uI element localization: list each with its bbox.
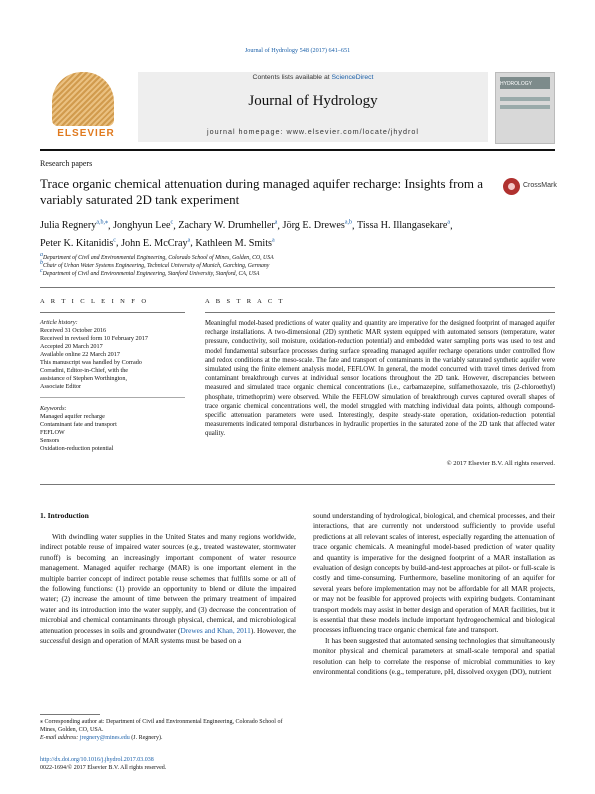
history-line: assistance of Stephen Worthington, (40, 375, 128, 382)
email-note: E-mail address: jregnery@mines.edu (J. Regnery). (40, 735, 163, 741)
citation-link[interactable]: Drewes and Khan, 2011 (180, 625, 251, 635)
article-title: Trace organic chemical attenuation during managed aquifer recharge: Insights from a variably saturated 2D tank experiment (40, 176, 484, 207)
history-label: Article history: (40, 319, 78, 326)
history-line: Received 31 October 2016 (40, 327, 107, 334)
article-info-heading: A R T I C L E I N F O (40, 298, 149, 305)
cover-title: HYDROLOGY (500, 81, 532, 87)
author-list: Julia Regnery$^{a,b,⁎}$, Jonghyun Lee$^c$, Zachary W. Drumheller$^a$, Jörg E. Drewes$^{a,b}$, Tissa H. Illangasekare$^a$, Peter K. Kitanidis$^c$, John E. McCray$^a$, Kathleen M. Smits$^a$ (40, 220, 453, 249)
author[interactable]: Jonghyun Lee$^c$ (113, 220, 174, 232)
keyword: Oxidation-reduction potential (40, 445, 114, 452)
keywords-label: Keywords: (40, 405, 67, 412)
homepage-link[interactable]: www.elsevier.com/locate/jhydrol (286, 127, 419, 136)
author[interactable]: Zachary W. Drumheller$^a$ (178, 220, 278, 232)
info-divider (40, 312, 185, 313)
publisher-logo (40, 72, 132, 142)
contents-line (138, 74, 488, 81)
author[interactable]: John E. McCray$^a$ (121, 237, 191, 249)
affiliation: $^a$Department of Civil and Environmental Engineering, Colorado School of Mines, Golden, CO, USA (40, 252, 274, 261)
doi-link[interactable]: http://dx.doi.org/10.1016/j.jhydrol.2017.03.038 (40, 757, 154, 763)
section-type: Research papers (40, 159, 93, 168)
history-line: Associate Editor (40, 383, 82, 390)
affiliation: $^b$Chair of Urban Water Systems Engineering, Technical University of Munich, Garching, Germany (40, 260, 270, 269)
author[interactable]: Tissa H. Illangasekare$^a$ (356, 220, 451, 232)
keyword: Sensors (40, 437, 60, 444)
section-divider (40, 287, 555, 288)
cover-stripe (500, 97, 550, 101)
history-line: Received in revised form 10 February 2017 (40, 335, 148, 342)
info-divider (40, 397, 185, 398)
crossmark-label: CrossMark (523, 182, 557, 189)
crossmark-badge[interactable] (503, 176, 555, 198)
sciencedirect-link[interactable]: ScienceDirect (331, 74, 374, 81)
history-line: Accepted 20 March 2017 (40, 343, 103, 350)
author[interactable]: Kathleen M. Smits$^a$ (195, 237, 275, 249)
keyword: FEFLOW (40, 429, 65, 436)
abstract-text: Meaningful model-based predictions of water quality and quantity are imperative for the designed footprint of managed aquifer recharge installations. A two-dimensional (2D) synthetic MAR system equipped with automated sensors (temperature, water pressure, conductivity, soil moisture, oxidation-reduction potential) and embedded water sampling ports was used to test and model fundamental subsurface processes during surface spreading managed aquifer recharge operations under controlled flow and redox conditions at the meso-scale. The fate and transport of contaminants in the variably saturated synthetic aquifer were simulated using the finite element analysis model, FEFLOW. In general, the model concurred with travel times derived from contaminant breakthrough curves at individual sensor locations throughout the 2D tank. However, discrepancies between measured and simulated trace organic chemical concentrations (i.e., carbamazepine, sulfamethoxazole, tris (2-chloroethyl) phosphate, trimethoprim) were observed. While the FEFLOW simulation of breakthrough curves captured overall shapes of trace organic chemical concentrations well, the model struggled with matching individual data points, although compound-specific attenuation parameters were used. Interestingly, despite steady-state operation, oxidation-reduction potential measurements indicated temporal disturbances in hydraulic properties in the saturated zone of the 2D tank that affected water quality. (205, 320, 555, 438)
section-divider (40, 484, 555, 485)
contents-prefix: Contents lists available at (252, 74, 332, 81)
author[interactable]: Peter K. Kitanidis$^c$ (40, 237, 116, 249)
keywords (40, 405, 180, 453)
publisher-name: ELSEVIER (57, 128, 115, 139)
masthead-rule (40, 149, 555, 151)
section-heading: 1. Introduction (40, 511, 89, 520)
abstract-heading: A B S T R A C T (205, 298, 285, 305)
intro-paragraph: It has been suggested that automated sensing technologies that simultaneously monitor physical and chemical parameters at small-scale temporal and spatial resolution can help to correlate the response of microbial communities to key environmental conditions (e.g., temperature, pH, dissolved oxygen (DO), nutrient (313, 635, 555, 677)
corresponding-author-note: ⁎ Corresponding author at: Department of Civil and Environmental Engineering, Colorado School of Mines, Golden, CO, USA. (40, 719, 283, 733)
journal-homepage (138, 127, 488, 136)
footnote-divider (40, 714, 100, 715)
journal-title: Journal of Hydrology (248, 93, 378, 109)
article-identifiers (40, 756, 296, 772)
email-link[interactable]: jregnery@mines.edu (79, 735, 130, 741)
crossmark-icon (503, 178, 520, 195)
abstract-divider (205, 312, 555, 313)
intro-paragraph: With dwindling water supplies in the United States and many regions worldwide, indirect potable reuse of impaired water sources (e.g., treated wastewater, stormwater runoff) is becoming an increasingly important component of water resource management. Managed aquifer recharge (MAR) is one important element in the multiple barrier concept of indirect potable reuse schemes that fulfills some or all of the following functions: (1) provide an opportunity to blend or dilute the impaired water; (2) increase the amount of time between the primary treatment of impaired water and its introduction into the water supply, and (3) decrease the concentration of microbial and chemical contaminants through physical, chemical, and microbiological attenuation processes in soils and groundwater (Drewes and Khan, 2011). However, the successful design and operation of MAR systems must be based on a (40, 532, 297, 646)
cover-stripe (500, 105, 550, 109)
keyword: Contaminant fate and transport (40, 421, 117, 428)
intro-paragraph: sound understanding of hydrological, biological, and chemical processes, and their interactions, that are currently not understood sufficiently to provide useful predictions at all relevant scales of interest, especially regarding the attenuation of trace organic chemicals. A meaningful model-based prediction of water quality and quantity is imperative for the designed footprint of a MAR installation as evaluation of design concepts by build-and-test approaches at pilot- or full-scale is costly and time-consuming. Furthermore, baseline monitoring of an aquifer for several years before implementation may not be affordable for all MAR projects, or may not be feasible for approved projects with expiring budgets. Contaminant transport models may assist in better design and operation of MAR facilities, but it is essential that these models include important hydrogeochemical and biological processes influencing trace organic chemical fate and transport. (313, 511, 555, 635)
issn-line: 0022-1694/© 2017 Elsevier B.V. All rights reserved. (40, 765, 167, 771)
journal-reference[interactable]: Journal of Hydrology 548 (2017) 641–651 (244, 47, 351, 54)
article-history (40, 319, 180, 391)
history-line: Available online 22 March 2017 (40, 351, 120, 358)
journal-cover-thumbnail (495, 72, 555, 144)
intro-column-right (313, 511, 555, 678)
history-line: Corradini, Editor-in-Chief, with the (40, 367, 129, 374)
abstract-copyright: © 2017 Elsevier B.V. All rights reserved. (446, 460, 555, 467)
history-line: This manuscript was handled by Corrado (40, 359, 142, 366)
author[interactable]: Julia Regnery$^{a,b,⁎}$ (40, 220, 108, 232)
tree-logo-icon (52, 72, 114, 126)
author[interactable]: Jörg E. Drewes$^{a,b}$ (282, 220, 353, 232)
homepage-prefix: journal homepage: (206, 127, 287, 136)
affiliation: $^c$Department of Civil and Environmental Engineering, Stanford University, Stanford, CA, USA (40, 268, 260, 277)
keyword: Managed aquifer recharge (40, 413, 105, 420)
footnotes (40, 718, 296, 742)
